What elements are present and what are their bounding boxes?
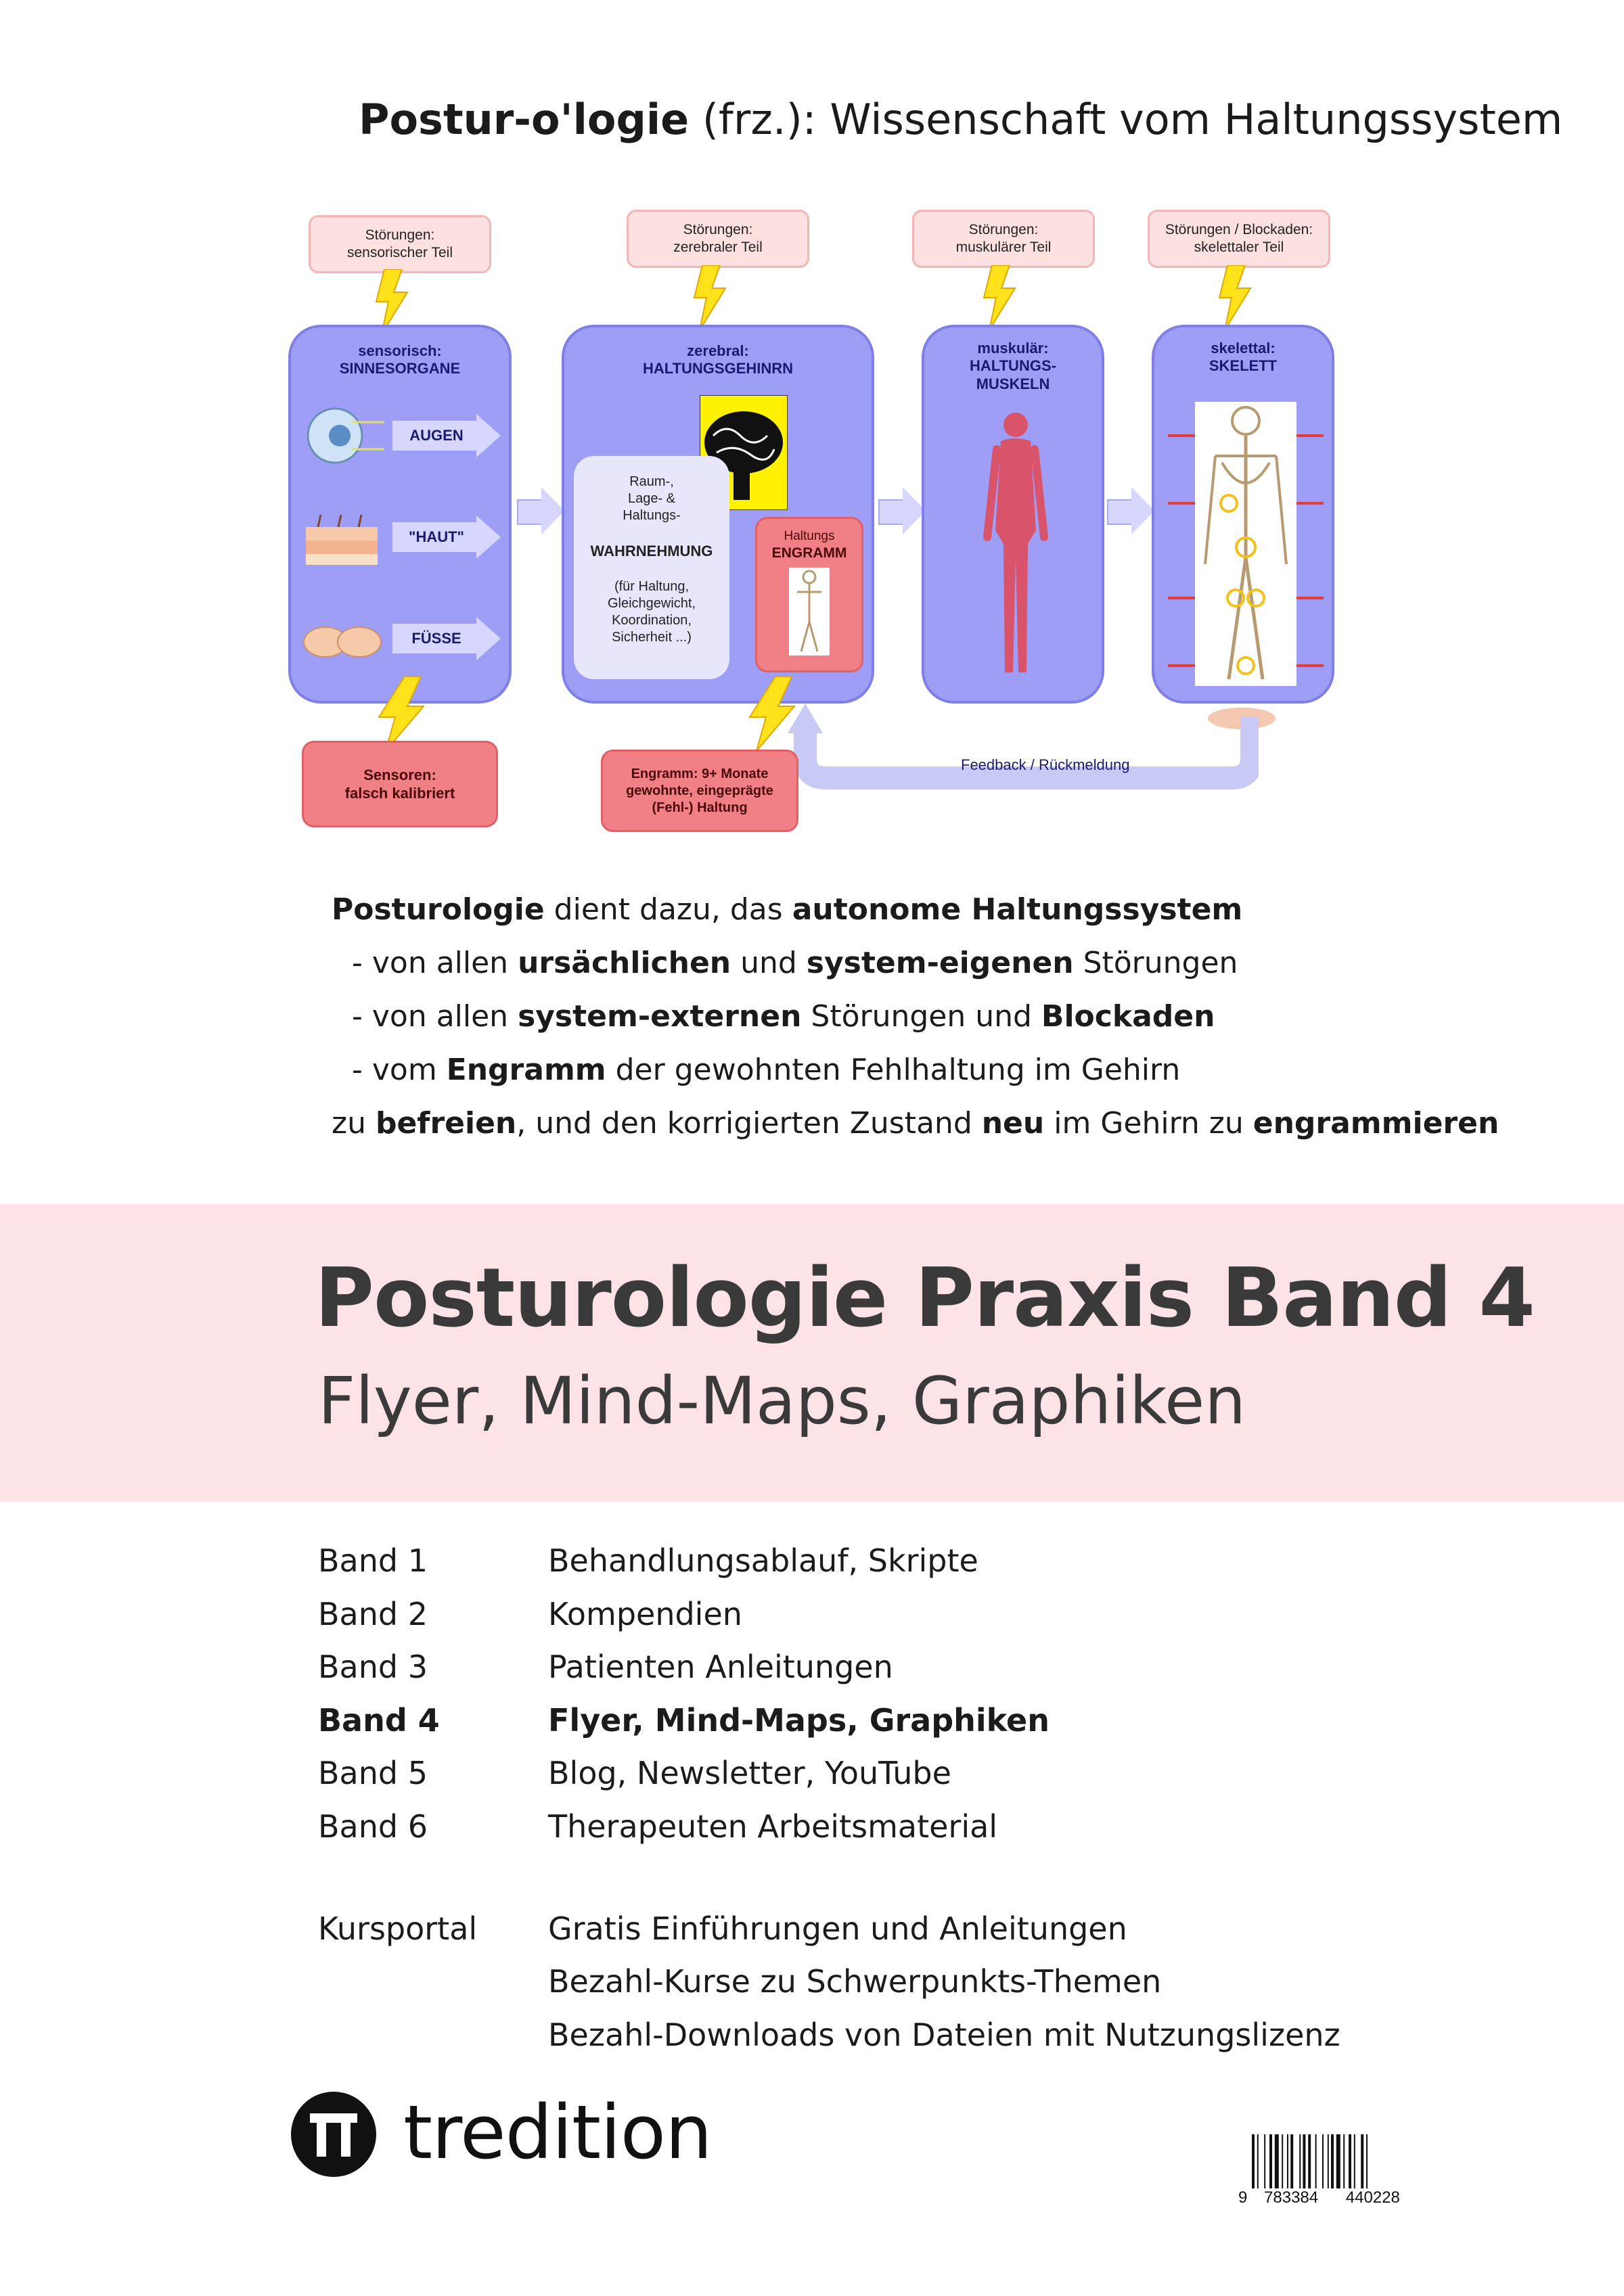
panel-skeletal-title: skelettal: SKELETT	[1209, 340, 1278, 375]
intro-term: ursächlichen	[518, 946, 731, 980]
engram-box	[755, 517, 863, 672]
perception-top: Raum-, Lage- & Haltungs-	[623, 474, 681, 523]
posturology-diagram	[271, 203, 1353, 846]
barcode-bar	[1269, 2134, 1272, 2188]
intro-term: neu	[981, 1106, 1045, 1141]
feedback-arrow	[785, 704, 1259, 805]
intro-fragment: Störungen und	[801, 999, 1041, 1034]
disturbance-muscular: Störungen: muskulärer Teil	[912, 210, 1095, 268]
intro-fragment: und	[731, 946, 807, 980]
volume-number: Band 1	[318, 1542, 428, 1579]
portal-item: Gratis Einführungen und Anleitungen	[548, 1910, 1127, 1947]
intro-fragment: - von allen	[352, 946, 518, 980]
barcode-bar	[1282, 2134, 1283, 2188]
intro-line-2	[332, 936, 1499, 990]
barcode	[1238, 2134, 1441, 2207]
list-item	[318, 1588, 1340, 1641]
skeleton-icon	[1168, 402, 1324, 686]
lightning-icon	[980, 265, 1020, 330]
barcode-bar	[1287, 2134, 1288, 2188]
panel-cerebral	[562, 325, 874, 704]
intro-term: befreien	[375, 1106, 517, 1141]
list-item	[318, 1747, 1340, 1800]
intro-fragment: zu	[332, 1106, 376, 1141]
label-eyes: AUGEN	[409, 427, 464, 444]
portal-row	[318, 1955, 1340, 2008]
intro-fragment: , und den korrigierten Zustand	[516, 1106, 982, 1141]
intro-term: engrammieren	[1253, 1106, 1499, 1141]
panel-sensory-title: sensorisch: SINNESORGANE	[339, 342, 461, 377]
barcode-bar	[1354, 2134, 1355, 2188]
engram-big: ENGRAMM	[771, 545, 847, 561]
volume-number: Band 3	[318, 1649, 428, 1686]
volume-description: Flyer, Mind-Maps, Graphiken	[548, 1701, 1050, 1739]
title-band	[0, 1204, 1624, 1502]
barcode-bar	[1308, 2134, 1311, 2188]
intro-fragment: - vom	[352, 1053, 447, 1087]
sensor-problem-box: Sensoren: falsch kalibriert	[302, 741, 498, 827]
volume-list	[318, 1534, 1340, 2061]
intro-line-5	[332, 1097, 1499, 1150]
intro-fragment: dient dazu, das	[544, 892, 792, 927]
intro-fragment: - von allen	[352, 999, 518, 1034]
publisher-name: tredition	[403, 2089, 712, 2176]
portal-item: Bezahl-Downloads von Dateien mit Nutzungslizenz	[548, 2016, 1340, 2053]
lightning-icon	[374, 676, 428, 751]
eye-icon	[298, 402, 386, 469]
panel-skeletal	[1152, 325, 1334, 704]
header-title-bold: Postur-o'logie	[359, 95, 690, 144]
volume-number: Band 6	[318, 1808, 428, 1845]
volume-description: Therapeuten Arbeitsmaterial	[548, 1808, 998, 1845]
volume-description: Kompendien	[548, 1595, 742, 1632]
portal-label: Kursportal	[318, 1910, 478, 1947]
intro-fragment: im Gehirn zu	[1044, 1106, 1253, 1141]
publisher-logo-icon	[290, 2090, 378, 2178]
barcode-bar	[1336, 2134, 1340, 2188]
barcode-bar	[1331, 2134, 1334, 2188]
barcode-bar	[1252, 2134, 1255, 2188]
barcode-mid: 783384	[1264, 2188, 1319, 2207]
barcode-bar	[1343, 2134, 1345, 2188]
barcode-digits	[1238, 2188, 1441, 2207]
panel-sensory	[288, 325, 512, 704]
intro-fragment: der gewohnten Fehlhaltung im Gehirn	[606, 1053, 1181, 1087]
volume-description: Blog, Newsletter, YouTube	[548, 1755, 951, 1792]
barcode-bar	[1366, 2134, 1368, 2188]
barcode-right: 440228	[1345, 2188, 1400, 2207]
barcode-bar	[1315, 2134, 1317, 2188]
lightning-icon	[744, 676, 798, 751]
barcode-bar	[1275, 2134, 1279, 2188]
barcode-bar	[1290, 2134, 1293, 2188]
perception-bottom: (für Haltung, Gleichgewicht, Koordination, Sicherheit ...)	[607, 578, 696, 645]
barcode-bar	[1299, 2134, 1301, 2188]
intro-term: autonome Haltungssystem	[792, 892, 1243, 927]
volume-description: Patienten Anleitungen	[548, 1649, 893, 1686]
header-title-rest: (frz.): Wissenschaft vom Haltungssystem	[689, 95, 1563, 144]
intro-line-4	[332, 1043, 1499, 1097]
flow-arrow	[878, 487, 926, 534]
list-item-current	[318, 1694, 1340, 1747]
arrow-feet	[392, 617, 501, 660]
muscle-figure-icon	[982, 409, 1050, 679]
disturbance-sensory: Störungen: sensorischer Teil	[309, 215, 491, 273]
engram-problem-box: Engramm: 9+ Monate gewohnte, eingeprägte (Fehl-) Haltung	[601, 750, 798, 832]
skin-icon	[304, 513, 379, 568]
portal-row	[318, 1902, 1340, 1956]
label-skin: "HAUT"	[409, 528, 464, 545]
intro-line-3	[332, 990, 1499, 1043]
disturbance-skeletal: Störungen / Blockaden: skelettaler Teil	[1148, 210, 1330, 268]
arrow-eyes	[392, 414, 501, 457]
feet-icon	[302, 612, 383, 666]
volume-number: Band 2	[318, 1595, 428, 1632]
flow-arrow	[1107, 487, 1154, 534]
intro-term: Blockaden	[1041, 999, 1215, 1034]
panel-muscular-title: muskulär: HALTUNGS- MUSKELN	[970, 340, 1056, 392]
intro-line-1	[332, 883, 1499, 936]
barcode-bar	[1322, 2134, 1324, 2188]
arrow-skin	[392, 515, 501, 559]
list-item	[318, 1640, 1340, 1694]
intro-term: system-externen	[518, 999, 802, 1034]
barcode-bar	[1328, 2134, 1329, 2188]
header-title	[359, 95, 1562, 144]
volume-description: Behandlungsablauf, Skripte	[548, 1542, 978, 1579]
barcode-bars	[1238, 2134, 1441, 2188]
list-item	[318, 1534, 1340, 1588]
intro-term: system-eigenen	[806, 946, 1074, 980]
portal-row	[318, 2008, 1340, 2062]
engram-small: Haltungs	[784, 529, 835, 543]
disturbance-cerebral: Störungen: zerebraler Teil	[627, 210, 809, 268]
book-subtitle: Flyer, Mind-Maps, Graphiken	[318, 1363, 1246, 1439]
flow-arrow	[517, 487, 564, 534]
perception-main: WAHRNEHMUNG	[590, 543, 713, 559]
skeleton-small-icon	[789, 568, 830, 656]
book-title: Posturologie Praxis Band 4	[315, 1252, 1535, 1346]
intro-text	[332, 883, 1499, 1150]
barcode-bar	[1303, 2134, 1305, 2188]
barcode-bar	[1361, 2134, 1363, 2188]
volume-number: Band 4	[318, 1701, 440, 1739]
portal-item: Bezahl-Kurse zu Schwerpunkts-Themen	[548, 1963, 1162, 2000]
list-item	[318, 1800, 1340, 1854]
barcode-bar	[1349, 2134, 1351, 2188]
intro-term: Posturologie	[332, 892, 545, 927]
panel-muscular	[922, 325, 1104, 704]
perception-box	[574, 456, 729, 679]
barcode-bar	[1264, 2134, 1265, 2188]
barcode-left: 9	[1238, 2188, 1248, 2207]
barcode-bar	[1257, 2134, 1259, 2188]
intro-fragment: Störungen	[1073, 946, 1238, 980]
panel-cerebral-title: zerebral: HALTUNGSGEHINRN	[642, 342, 794, 377]
volume-number: Band 5	[318, 1755, 428, 1792]
feedback-label: Feedback / Rückmeldung	[961, 756, 1130, 773]
label-feet: FÜSSE	[411, 630, 461, 647]
intro-term: Engramm	[446, 1053, 606, 1087]
lightning-icon	[1215, 265, 1256, 330]
lightning-icon	[690, 265, 731, 330]
